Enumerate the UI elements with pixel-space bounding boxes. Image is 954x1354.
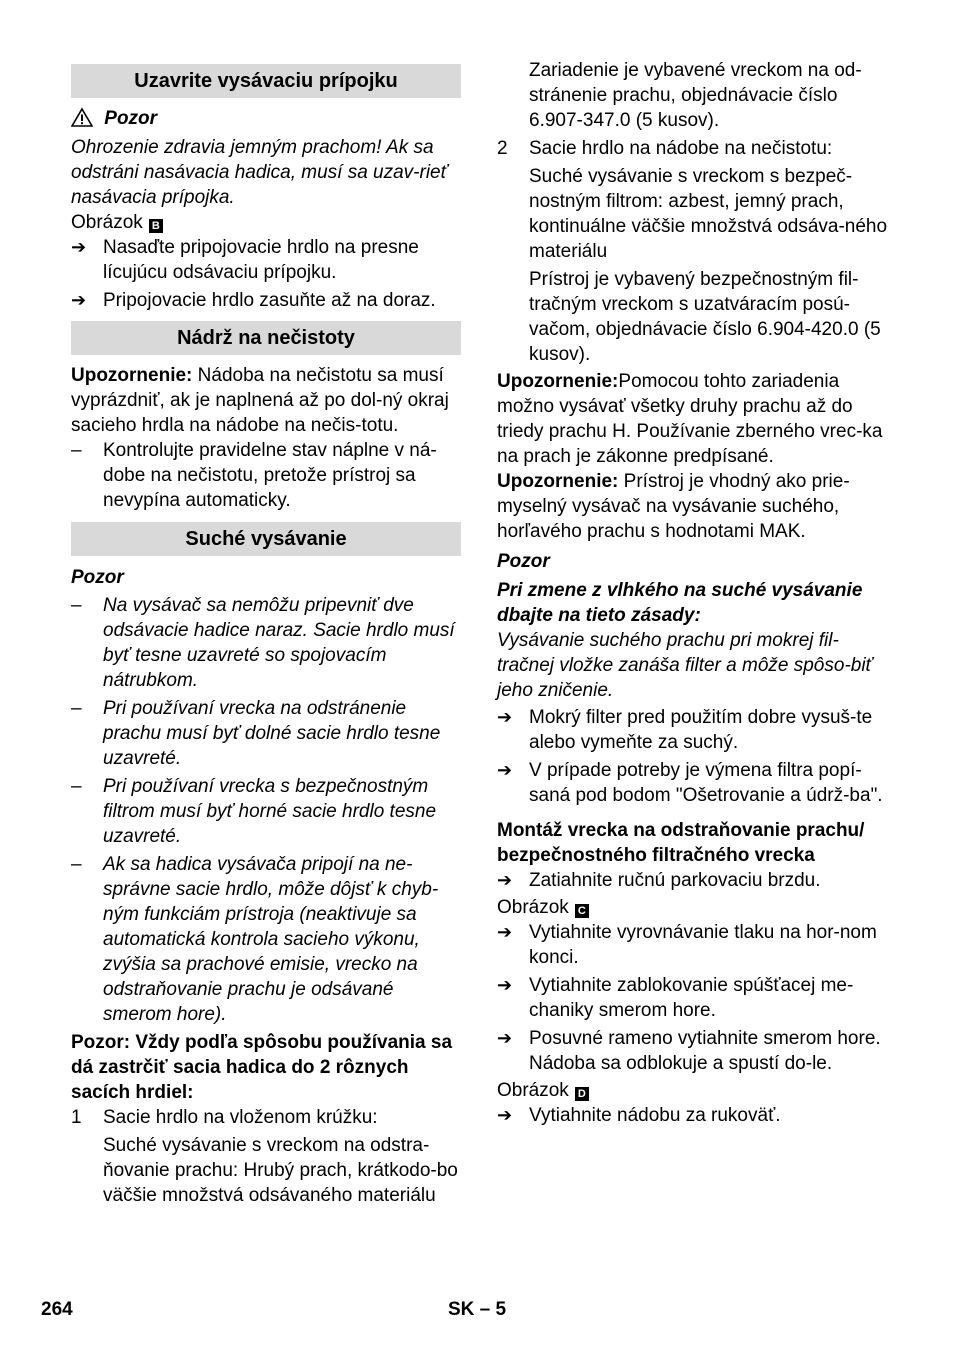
figure-c-badge: C	[575, 904, 589, 918]
note-text: Pomocou tohto zariadenia možno vysávať všetky druhy prachu až do triedy prachu H. Používanie zberného vrec-ka na prach je zákonne predpísané.	[497, 371, 883, 467]
step-item	[497, 1103, 889, 1128]
section-heading-mounting: Montáž vrecka na odstraňovanie prachu/ bezpečnostného filtračného vrecka	[497, 820, 865, 866]
arrow-icon: ➔	[497, 707, 513, 727]
right-column	[497, 58, 889, 1128]
note-text: Prístroj je vhodný ako prie-myselný vysávač na vysávanie suchého, horľavého prachu s hodnotami MAK.	[497, 471, 850, 542]
caution-label: Pozor	[497, 551, 550, 572]
note-text: Nádoba na nečistotu sa musí vyprázdniť, ak je naplnená až po dol-ný okraj sacieho hrdla na nádobe na nečis-totu.	[71, 365, 449, 436]
step-text: Vytiahnite vyrovnávanie tlaku na hor-nom konci.	[529, 922, 877, 968]
step-item	[497, 973, 889, 1023]
left-column	[71, 58, 461, 1208]
caution-item	[71, 852, 461, 1027]
figure-label: Obrázok	[71, 212, 143, 233]
figure-d-badge: D	[575, 1087, 589, 1101]
dash-marker: –	[71, 440, 82, 461]
step-text: Posuvné rameno vytiahnite smerom hore. Nádoba sa odblokuje a spustí do-le.	[529, 1028, 881, 1074]
step-item	[71, 288, 461, 313]
note-label: Upozornenie:	[497, 471, 619, 492]
step-item	[497, 868, 889, 893]
numbered-item-body	[103, 1105, 461, 1208]
step-text: Vytiahnite nádobu za rukoväť.	[529, 1105, 781, 1126]
step-text: Mokrý filter pred použitím dobre vysuš-te alebo vymeňte za suchý.	[529, 707, 873, 753]
arrow-icon: ➔	[71, 237, 87, 257]
arrow-icon: ➔	[497, 922, 513, 942]
note-paragraph-2	[497, 469, 889, 544]
step-item	[497, 920, 889, 970]
step-item	[71, 235, 461, 285]
step-item	[497, 705, 889, 755]
numbered-item-title: Sacie hrdlo na nádobe na nečistotu:	[529, 138, 833, 159]
caution-item-text: Pri používaní vrecka na odstránenie prachu musí byť dolné sacie hrdlo tesne uzavreté.	[103, 698, 441, 769]
continued-item	[497, 58, 889, 133]
warning-icon	[71, 107, 93, 127]
caution-text: Vysávanie suchého prachu pri mokrej fil-tračnej vložke zanáša filter a môže spôso-biť jeho zničenie.	[497, 630, 873, 701]
caution-item-text: Ak sa hadica vysávača pripojí na ne-správne sacie hrdlo, môže dôjsť k chyb-ným funkciám prístroja (neaktivuje sa automatická kontrola sacieho výkonu, zvýšia sa prachové emisie, vrecko na odstraňovanie prachu je odsávané smerom hore).	[103, 854, 439, 1025]
caution-line	[71, 106, 461, 131]
caution-item	[71, 593, 461, 693]
note-paragraph	[71, 363, 461, 438]
continued-text: Zariadenie je vybavené vreckom na od-stránenie prachu, objednávacie číslo 6.907-347.0 (5 kusov).	[529, 60, 862, 131]
numbered-item-title: Sacie hrdlo na vloženom krúžku:	[103, 1107, 378, 1128]
figure-label: Obrázok	[497, 1080, 569, 1101]
section-heading-dry-vacuum: Suché vysávanie	[71, 522, 461, 556]
dash-item	[71, 438, 461, 513]
step-item	[497, 758, 889, 808]
section-heading-close-suction: Uzavrite vysávaciu prípojku	[71, 64, 461, 98]
arrow-icon: ➔	[497, 760, 513, 780]
caution-item	[71, 774, 461, 849]
dash-marker: –	[71, 854, 82, 875]
dash-text: Kontrolujte pravidelne stav náplne v ná-dobe na nečistotu, pretože prístroj sa nevypína automaticky.	[103, 440, 437, 511]
numbered-item-text: Suché vysávanie s vreckom s bezpeč-nostným filtrom: azbest, jemný prach, kontinuálne väčšie množstvá odsáva-ného materiálu	[529, 166, 888, 262]
numbered-item	[497, 136, 889, 367]
caution-item-text: Na vysávač sa nemôžu pripevniť dve odsávacie hadice naraz. Sacie hrdlo musí byť tesne uzavreté so spojovacím nátrubkom.	[103, 595, 455, 691]
step-text: Nasaďte pripojovacie hrdlo na presne lícujúcu odsávaciu prípojku.	[103, 237, 419, 283]
caution-label-2: Pozor	[71, 567, 124, 588]
numbered-item-text: Suché vysávanie s vreckom na odstra-ňovanie prachu: Hrubý prach, krátkodo-bo väčšie množstvá odsávaného materiálu	[103, 1135, 458, 1206]
arrow-icon: ➔	[497, 975, 513, 995]
step-text: Vytiahnite zablokovanie spúšťacej me-chaniky smerom hore.	[529, 975, 854, 1021]
caution-item	[71, 696, 461, 771]
caution-item-text: Pri používaní vrecka s bezpečnostným filtrom musí byť horné sacie hrdlo tesne uzavreté.	[103, 776, 437, 847]
dash-marker: –	[71, 595, 82, 616]
step-text: V prípade potreby je výmena filtra popí-saná pod bodom "Ošetrovanie a údrž-ba".	[529, 760, 883, 806]
dash-marker: –	[71, 698, 82, 719]
numbered-item-body	[529, 136, 889, 367]
figure-reference-c	[497, 895, 889, 920]
figure-reference-d	[497, 1078, 889, 1103]
step-item	[497, 1026, 889, 1076]
arrow-icon: ➔	[497, 870, 513, 890]
caution-bold-text: Pri zmene z vlhkého na suché vysávanie dbajte na tieto zásady:	[497, 580, 863, 626]
step-text: Zatiahnite ručnú parkovaciu brzdu.	[529, 870, 821, 891]
caution-label: Pozor	[104, 108, 158, 129]
step-text: Pripojovacie hrdlo zasuňte až na doraz.	[103, 290, 436, 311]
item-number: 2	[497, 138, 508, 159]
dash-marker: –	[71, 776, 82, 797]
arrow-icon: ➔	[71, 290, 87, 310]
page-number: 264	[41, 1299, 73, 1320]
bold-paragraph: Pozor: Vždy podľa spôsobu používania sa dá zastrčiť sacia hadica do 2 rôznych sacích hrdiel:	[71, 1032, 453, 1103]
figure-reference-b	[71, 210, 461, 235]
language-page-label: SK – 5	[448, 1299, 507, 1320]
figure-b-badge: B	[149, 219, 163, 233]
arrow-icon: ➔	[497, 1105, 513, 1125]
arrow-icon: ➔	[497, 1028, 513, 1048]
note-label: Upozornenie:	[71, 365, 193, 386]
note-label: Upozornenie:	[497, 371, 619, 392]
figure-label: Obrázok	[497, 897, 569, 918]
item-number: 1	[71, 1107, 82, 1128]
note-paragraph	[497, 369, 889, 469]
caution-text: Ohrozenie zdravia jemným prachom! Ak sa odstráni nasávacia hadica, musí sa uzav-rieť nasávacia prípojka.	[71, 137, 448, 208]
numbered-item-text-2: Prístroj je vybavený bezpečnostným fil-tračným vreckom s uzatváracím posú-vačom, objednávacie číslo 6.904-420.0 (5 kusov).	[529, 269, 881, 365]
numbered-item	[71, 1105, 461, 1208]
section-heading-dirt-tank: Nádrž na nečistoty	[71, 321, 461, 355]
